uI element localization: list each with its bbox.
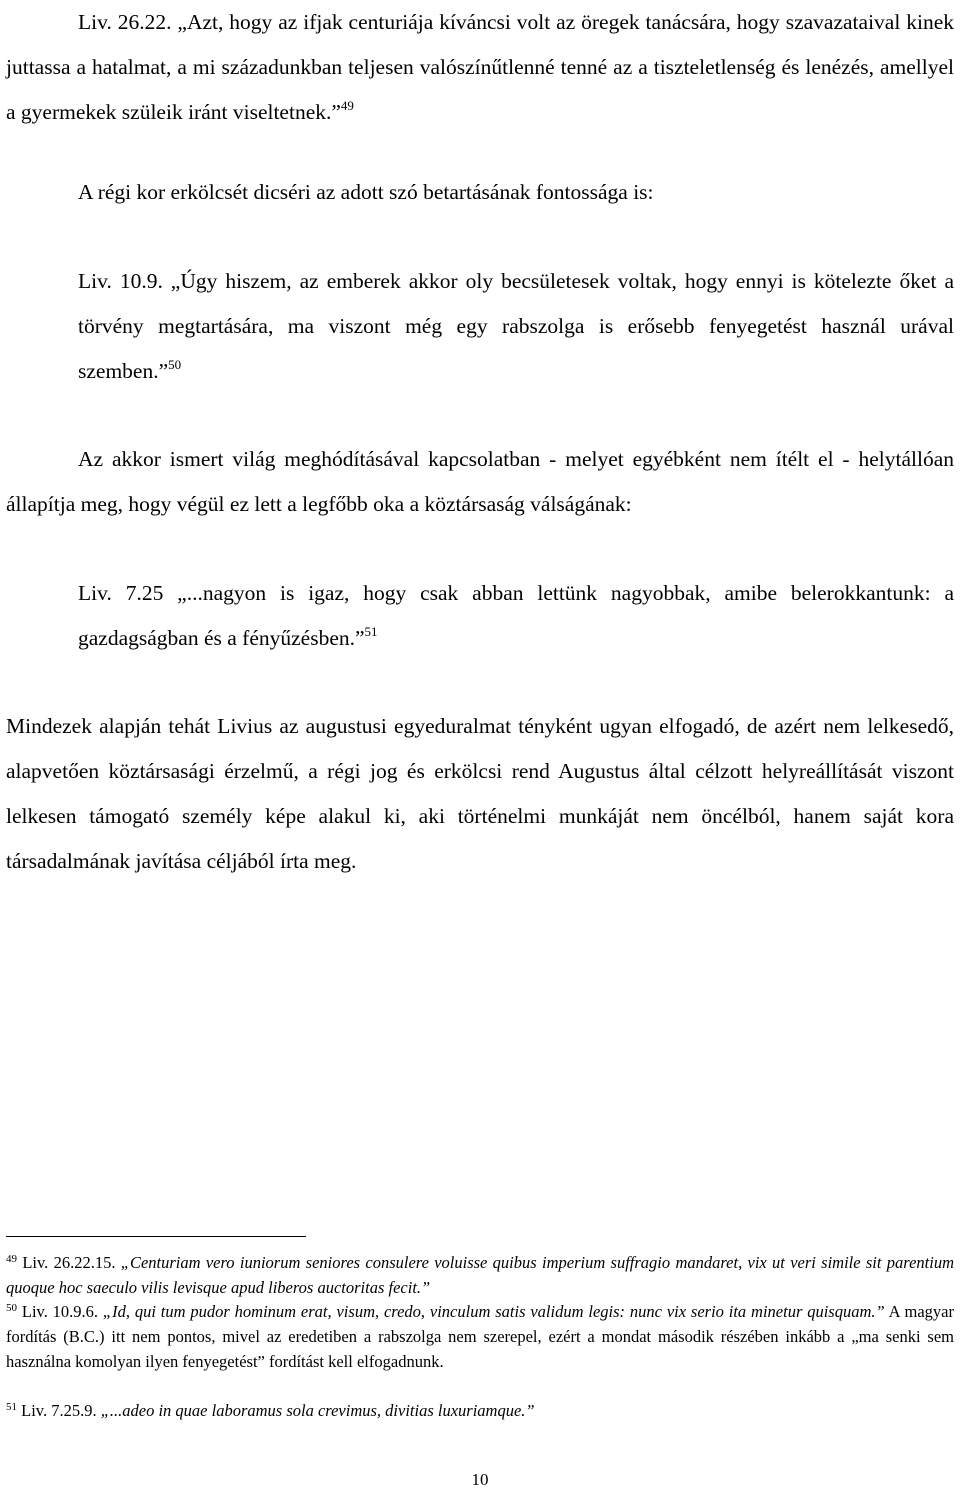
page-number: 10	[471, 1470, 489, 1489]
paragraph-conclusion	[6, 704, 954, 884]
paragraph-quote-26-22	[6, 0, 954, 135]
footnote-ref-50[interactable]: 50	[168, 357, 182, 372]
footnote-number: 51	[6, 1401, 17, 1413]
paragraph-text: Mindezek alapján tehát Livius az augustusi egyeduralmat tényként ugyan elfogadó, de azért nem lelkesedő, alapvetően köztársasági érzelmű, a régi jog és erkölcsi rend Augustus által célzott helyreállítását viszont lelkesen támogató személy képe alakul ki, aki történelmi munkáját nem öncélból, hanem saját kora társadalmának javítása céljából írta meg.	[6, 714, 954, 873]
footnote-reference: Liv. 10.9.6.	[21, 1302, 99, 1321]
footnote-ref-49[interactable]: 49	[340, 98, 354, 113]
paragraph-text: Liv. 26.22. „Azt, hogy az ifjak centuriája kíváncsi volt az öregek tanácsára, hogy szavazataival kinek juttassa a hatalmat, a mi századunkban teljesen valószínűtlenné tenné az a tiszteletlenség és lenézés, amellyel a gyermekek szüleik iránt viseltetnek.”	[6, 10, 954, 124]
footnote-comment: A magyar fordítás (B.C.) itt nem pontos, mivel az eredetiben a rabszolga nem szerepel, ezért a mondat második részében inkább a „ma senki sem használna komolyan ilyen fenyegetést” fordítást kell elfogadnunk.	[6, 1302, 954, 1371]
paragraph-text: Liv. 10.9. „Úgy hiszem, az emberek akkor oly becsületesek voltak, hogy ennyi is kötelezte őket a törvény megtartására, ma viszont még egy rabszolga is erősebb fenyegetést használ urával szemben.”	[78, 269, 954, 383]
paragraph-text: Az akkor ismert világ meghódításával kapcsolatban - melyet egyébként nem ítélt el - helytállóan állapítja meg, hogy végül ez lett a legfőbb oka a köztársaság válságának:	[6, 447, 954, 516]
footnote-49	[6, 1250, 954, 1300]
footnote-latin: „Centuriam vero iuniorum seniores consulere voluisse quibus imperium suffragio mandaret, vix ut veri simile sit parentium quoque hoc saeculo vilis levisque apud liberos auctoritas fecit.”	[6, 1253, 955, 1297]
footnote-reference: Liv. 26.22.15.	[22, 1253, 116, 1272]
footnote-separator	[6, 1236, 306, 1237]
paragraph-text: Liv. 7.25 „...nagyon is igaz, hogy csak abban lettünk nagyobbak, amibe belerokkantunk: a gazdagságban és a fényűzésben.”	[78, 581, 954, 650]
footnote-latin: „...adeo in quae laboramus sola crevimus, divitias luxuriamque.”	[100, 1401, 535, 1420]
footnote-50	[6, 1299, 954, 1374]
footnote-number: 50	[6, 1302, 17, 1314]
paragraph-conquest	[6, 437, 954, 527]
paragraph-quote-7-25	[78, 571, 954, 661]
paragraph-quote-10-9	[78, 259, 954, 394]
footnote-number: 49	[6, 1253, 17, 1265]
footnote-latin: „Id, qui tum pudor hominum erat, visum, credo, vinculum satis validum legis: nunc vix serio ita minetur quisquam.”	[102, 1302, 885, 1321]
footnote-ref-51[interactable]: 51	[364, 624, 378, 639]
footnote-51	[6, 1398, 954, 1423]
footnote-reference: Liv. 7.25.9.	[21, 1401, 97, 1420]
paragraph-text: A régi kor erkölcsét dicséri az adott szó betartásának fontossága is:	[78, 180, 654, 204]
paragraph-intro-word	[78, 170, 954, 215]
